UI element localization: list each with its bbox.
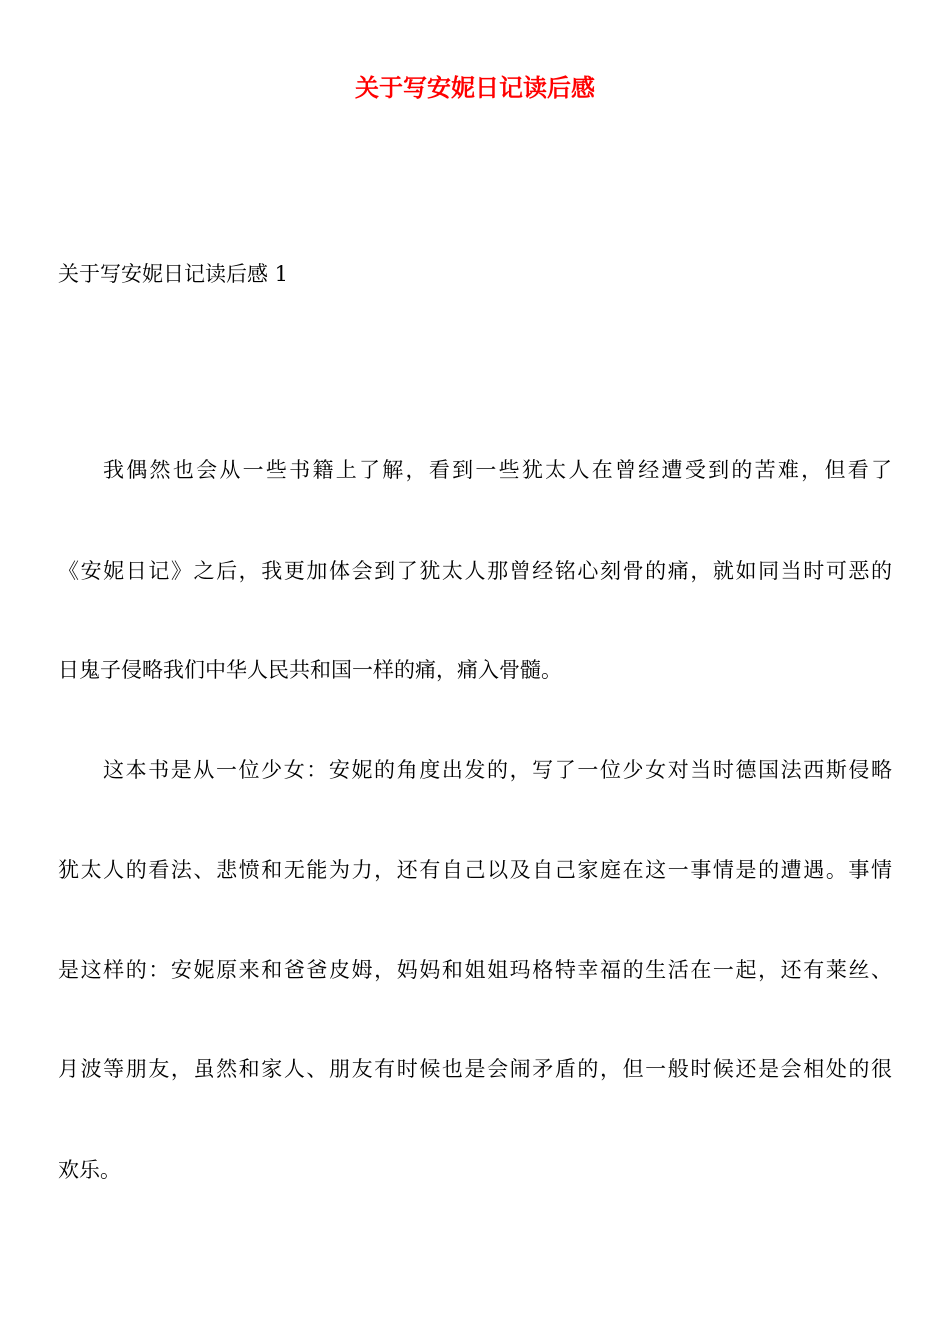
paragraph-1-line-1: 我偶然也会从一些书籍上了解，看到一些犹太人在曾经遭受到的苦难，但看了 <box>103 458 892 482</box>
paragraph-2-line-2: 犹太人的看法、悲愤和无能为力，还有自己以及自己家庭在这一事情是的遭遇。事情 <box>58 858 892 882</box>
paragraph-2-line-5: 欢乐。 <box>58 1158 121 1182</box>
paragraph-1-line-2: 《安妮日记》之后，我更加体会到了犹太人那曾经铭心刻骨的痛，就如同当时可恶的 <box>58 559 892 583</box>
paragraph-2-line-3: 是这样的：安妮原来和爸爸皮姆，妈妈和姐姐玛格特幸福的生活在一起，还有莱丝、 <box>58 958 892 982</box>
paragraph-2-line-1: 这本书是从一位少女：安妮的角度出发的，写了一位少女对当时德国法西斯侵略 <box>103 758 892 782</box>
document-title: 关于写安妮日记读后感 <box>355 74 595 102</box>
paragraph-2-line-4: 月波等朋友，虽然和家人、朋友有时候也是会闹矛盾的，但一般时候还是会相处的很 <box>58 1057 892 1081</box>
paragraph-1-line-3: 日鬼子侵略我们中华人民共和国一样的痛，痛入骨髓。 <box>58 658 562 682</box>
section-heading: 关于写安妮日记读后感 1 <box>58 262 289 286</box>
